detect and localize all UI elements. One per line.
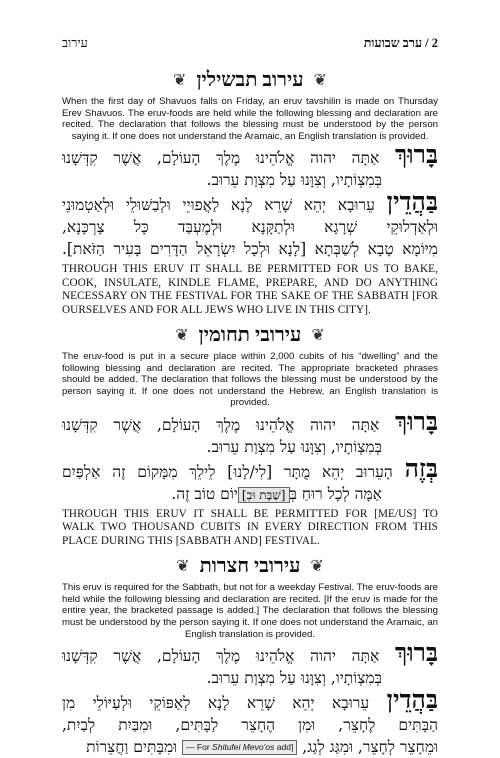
ornament-icon: ❦ xyxy=(311,327,325,344)
instructions-text: The eruv-food is put in a secure place within 2,000 cubits of his “dwelling” and the following blessing and declaration are recited. The appropriate bracketed phrases should be added. The declaration that follows the blessing must be understood by the person saying it. If one does not understand the Hebrew, an English translation is provided. xyxy=(62,351,438,409)
declaration-text-3: מִיּוֹמָא טָבָא לְשַׁבְּתָא [לָנָא וּלְכָל יִשְׂרָאֵל הַדָּרִים בָּעִיר הַזֹּאת]. xyxy=(62,240,438,259)
blessing-line-2 xyxy=(62,667,438,689)
blessing-text-1: אַתָּה יהוה אֱלֹהֵינוּ מֶלֶךְ הָעוֹלָם, אֲשֶׁר קִדְּשָׁנוּ xyxy=(62,149,380,168)
declaration-first-word: בְּזֶה xyxy=(404,453,438,483)
blessing-line-1 xyxy=(62,140,438,170)
declaration-first-word: בַּהֲדֵין xyxy=(386,685,438,715)
section-title-eruv-chatzeros xyxy=(62,552,438,580)
translation-eruv-techumin: THROUGH THIS ERUV IT SHALL BE PERMITTED FOR [ME/US] TO WALK TWO THOUSAND CUBITS IN EVERY DIRECTION FROM THIS PLACE DURING THIS [SABBATH AND] FESTIVAL. xyxy=(62,507,438,547)
declaration-line-1 xyxy=(62,685,438,715)
declaration-text-2a: אַמָּה לְכָל רוּחַ בְּ xyxy=(289,484,382,503)
declaration-first-word: בַּהֲדֵין xyxy=(386,187,438,217)
side-note-prefix: — For xyxy=(186,742,213,753)
declaration-line-1 xyxy=(62,187,438,217)
blessing-line-2 xyxy=(62,436,438,458)
running-header xyxy=(62,36,438,58)
blessing-text-2: בְּמִצְוֹתָיו, וְצִוָּנוּ עַל מִצְוַת עֵרוּב. xyxy=(206,669,382,688)
declaration-text-2: הַבָּתִּים לֶחָצֵר, וּמִן הֶחָצֵר לַבָּתִּים, וּמִבַּיִת לְבַיִת, xyxy=(62,716,438,735)
ornament-icon: ❦ xyxy=(175,327,189,344)
section-title-eruv-tavshilin xyxy=(62,66,438,94)
ornament-icon: ❦ xyxy=(176,558,190,576)
side-note-suffix: add] xyxy=(274,742,294,753)
blessing-first-word: בָּרוּךְ xyxy=(394,638,438,668)
blessing-line-1 xyxy=(62,638,438,668)
declaration-text-2b: יוֹם טוֹב זֶה. xyxy=(171,484,238,503)
instructions-eruv-tavshilin xyxy=(62,96,438,142)
section-title-text: עירובי תחומין xyxy=(198,324,302,346)
declaration-line-2 xyxy=(62,216,438,238)
side-note-shitufei xyxy=(182,740,297,755)
declaration-line-1 xyxy=(62,453,438,483)
blessing-text-1: אַתָּה יהוה אֱלֹהֵינוּ מֶלֶךְ הָעוֹלָם, אֲשֶׁר קִדְּשָׁנוּ xyxy=(62,647,380,666)
bracketed-phrase-box: [שַׁבָּת וּבְ] xyxy=(238,487,290,503)
translation-eruv-tavshilin: THROUGH THIS ERUV IT SHALL BE PERMITTED FOR US TO BAKE, COOK, INSULATE, KINDLE FLAME, PREPARE, AND DO ANYTHING NECESSARY ON THE FESTIVAL FOR THE SAKE OF THE SABBATH [FOR OURSELVES AND FOR ALL JEWS WHO LIVE IN THIS CITY]. xyxy=(62,263,438,316)
blessing-first-word: בָּרוּךְ xyxy=(394,406,438,436)
declaration-line-3 xyxy=(62,736,438,758)
declaration-line-2 xyxy=(62,483,438,505)
declaration-line-2 xyxy=(62,714,438,736)
ornament-icon: ❦ xyxy=(310,558,324,576)
declaration-text-2: וּלְאַדְלוּקֵי שְׁרָגָא וּלְתַקָּנָא וּלְמֶעְבַּד כָּל צָרְכָּנָא, xyxy=(62,218,438,237)
ornament-icon: ❦ xyxy=(313,72,327,89)
declaration-text-1: עֵרוּבָא יְהֵא שָׁרֵא לָנָא לְאַפּוֹקֵי וּלְעַיּוֹלֵי מִן xyxy=(62,694,370,713)
declaration-text-3: וּמֵחָצֵר לְחָצֵר, וּמִגַּג לְגַג, xyxy=(302,738,438,757)
instructions-eruv-techumin xyxy=(62,351,438,409)
declaration-text-3-end: וּמִבָּתִּים וַחֲצֵרוֹת xyxy=(86,738,178,757)
section-title-text: עירוב תבשילין xyxy=(196,69,304,91)
instructions-text: When the first day of Shavuos falls on Friday, an eruv tavshilin is made on Thursday Erev Shavuos. The eruv-foods are held while the following blessing and declaration are recited. The declaration that follows the blessing must be understood by the person saying it. If one does not understand the Aramaic, an English translation is provided. xyxy=(62,96,438,142)
blessing-text-1: אַתָּה יהוה אֱלֹהֵינוּ מֶלֶךְ הָעוֹלָם, אֲשֶׁר קִדְּשָׁנוּ xyxy=(62,415,380,434)
instructions-text: This eruv is required for the Sabbath, but not for a weekday Festival. The eruv-foods are held while the following blessing and declaration are recited. [If the eruv is made for the entire year, the bracketed passage is added.] The declaration that follows the blessing must be understood by the person saying it. If one does not understand the Aramaic, an English translation is provided. xyxy=(62,582,438,640)
ornament-icon: ❦ xyxy=(173,72,187,89)
blessing-first-word: בָּרוּךְ xyxy=(394,140,438,170)
blessing-text-2: בְּמִצְוֹתָיו, וְצִוָּנוּ עַל מִצְוַת עֵרוּב. xyxy=(206,437,382,456)
section-title-text: עירובי חצרות xyxy=(199,555,301,578)
side-note-term: Shitufei Mevo’os xyxy=(212,742,275,753)
blessing-line-1 xyxy=(62,406,438,436)
blessing-text-2: בְּמִצְוֹתָיו, וְצִוָּנוּ עַל מִצְוַת עֵרוּב. xyxy=(206,171,382,190)
instructions-eruv-chatzeros xyxy=(62,582,438,640)
section-label: עירוב xyxy=(62,36,88,50)
declaration-text-1: עֵרוּבָא יְהֵא שָׁרֵא לָנָא לַאֲפוּיֵי וּלְבַשּׁוּלֵי וּלְאַטְמוּנֵי xyxy=(62,196,375,215)
page-ref: 2 / ערב שבועות xyxy=(363,36,438,50)
section-title-eruv-techumin xyxy=(62,321,438,349)
blessing-line-2 xyxy=(62,169,438,191)
page-content xyxy=(62,66,438,758)
declaration-text-1: הָעֵרוּב יְהֵא מֻתָּר [לִי/לָנוּ] לֵילֵךְ מִמָּקוֹם זֶה אַלְפַּיִם xyxy=(62,462,393,481)
declaration-line-3 xyxy=(62,238,438,260)
